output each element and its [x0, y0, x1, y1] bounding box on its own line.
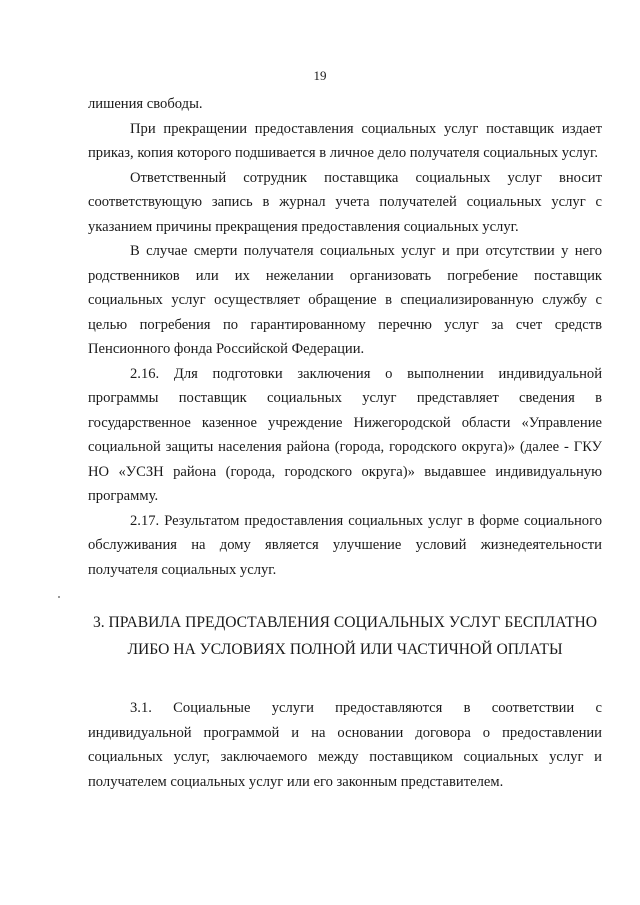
section-heading-line-1: 3. ПРАВИЛА ПРЕДОСТАВЛЕНИЯ СОЦИАЛЬНЫХ УСЛУГ БЕСПЛАТНО [92, 614, 598, 631]
page-body [88, 92, 602, 794]
paragraph-journal-entry: Ответственный сотрудник поставщика социальных услуг вносит соответствующую запись в журнал учета получателей социальных услуг с указанием причины прекращения предоставления социальных услуг. [88, 169, 602, 235]
paragraph-continuation: лишения свободы. [88, 96, 203, 112]
paragraph-2-16: 2.16. Для подготовки заключения о выполнении индивидуальной программы поставщик социальных услуг представляет сведения в государственное казенное учреждение Нижегородской области «Управление социальной защиты населения района (города, городского округа)» (далее - ГКУ НО «УСЗН района (города, городского округа)» выдавшее индивидуальную программу. [88, 365, 602, 504]
paragraph-2-17: 2.17. Результатом предоставления социальных услуг в форме социального обслуживания на дому является улучшение условий жизнедеятельности получателя социальных услуг. [88, 512, 602, 578]
scan-mark [58, 596, 60, 598]
paragraph-burial: В случае смерти получателя социальных услуг и при отсутствии у него родственников или их нежелании организовать погребение поставщик социальных услуг осуществляет обращение в специализированную службу с целью погребения по гарантированному перечню услуг за счет средств Пенсионного фонда Российской Федерации. [88, 243, 602, 357]
paragraph-3-1: 3.1. Социальные услуги предоставляются в соответствии с индивидуальной программой и на основании договора о предоставлении социальных услуг, заключаемого между поставщиком социальных услуг и получателем социальных услуг или его законным представителем. [88, 700, 602, 790]
section-heading-line-2: ЛИБО НА УСЛОВИЯХ ПОЛНОЙ ИЛИ ЧАСТИЧНОЙ ОПЛАТЫ [127, 641, 563, 658]
paragraph-termination-order: При прекращении предоставления социальных услуг поставщик издает приказ, копия которого подшивается в личное дело получателя социальных услуг. [88, 120, 602, 161]
page-number: 19 [313, 68, 327, 83]
section-heading [88, 609, 602, 663]
